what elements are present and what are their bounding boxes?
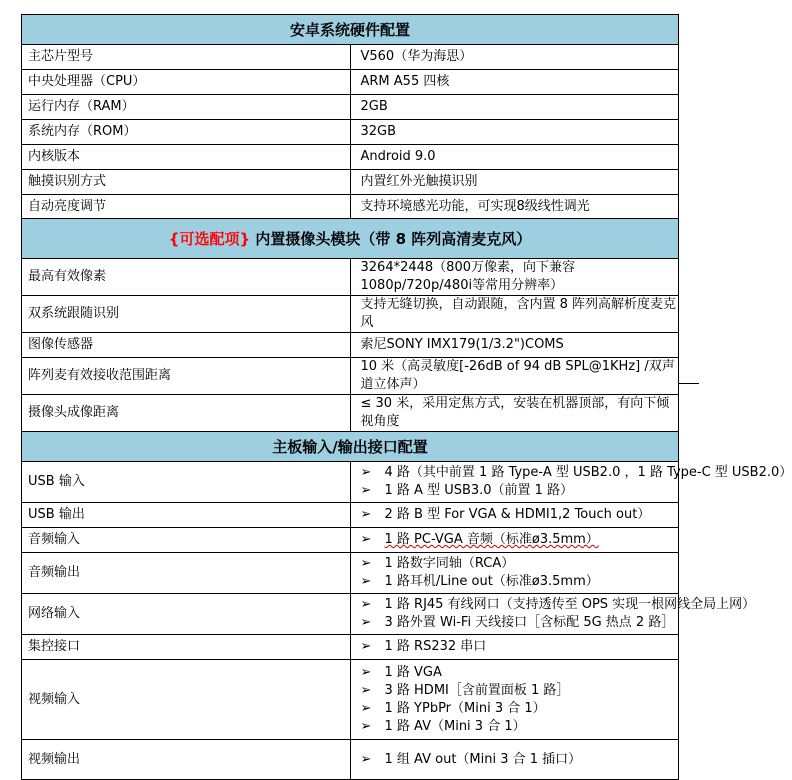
row-value: 10 米（高灵敏度[-26dB of 94 dB SPL@1KHz] /双声道立体声）: [350, 358, 679, 395]
arrow-bullet-icon: ➢: [360, 556, 372, 571]
table-row: [22, 145, 679, 170]
row-label: 音频输入: [22, 528, 351, 553]
row-value: V560（华为海思）: [350, 45, 679, 70]
row-label: 最高有效像素: [22, 259, 351, 296]
spec-table: [21, 14, 792, 780]
table-row: [22, 95, 679, 120]
arrow-bullet-icon: ➢: [360, 507, 372, 522]
row-label: 内核版本: [22, 145, 351, 170]
table-row: [22, 660, 679, 740]
table-row: [22, 70, 679, 95]
section-title: 主板输入/输出接口配置: [22, 432, 679, 462]
table-row: [22, 358, 679, 395]
row-value: ARM A55 四核: [350, 70, 679, 95]
table-row: [22, 553, 679, 594]
table-row: [22, 740, 679, 780]
list-item: ➢ 1 路 YPbPr（Mini 3 合 1）: [360, 700, 546, 716]
arrow-bullet-icon: ➢: [360, 597, 372, 612]
row-value: 支持无缝切换，自动跟随，含内置 8 阵列高解析度麦克风: [350, 296, 679, 333]
table-row: [22, 462, 679, 503]
arrow-bullet-icon: ➢: [360, 639, 372, 654]
section-title: 安卓系统硬件配置: [22, 15, 679, 45]
row-label: 视频输入: [22, 660, 351, 740]
section-title: 内置摄像头模块（带 8 阵列高清麦克风）: [250, 229, 532, 248]
list-item: ➢ 3 路外置 Wi-Fi 天线接口［含标配 5G 热点 2 路］: [360, 615, 675, 630]
list-item: ➢ 1 路耳机/Line out（标准ø3.5mm）: [360, 574, 599, 589]
list-item: ➢ 1 路 AV（Mini 3 合 1）: [360, 718, 526, 734]
table-row: [22, 333, 679, 358]
row-label: 图像传感器: [22, 333, 351, 358]
arrow-bullet-icon: ➢: [360, 465, 372, 480]
table-row: [22, 395, 679, 432]
row-label: 网络输入: [22, 594, 351, 635]
section-header-io: [22, 432, 679, 462]
row-value: 32GB: [350, 120, 679, 145]
list-item: ➢ 4 路（其中前置 1 路 Type-A 型 USB2.0 ，1 路 Type-C 型 USB2.0）: [360, 465, 792, 480]
row-label: 中央处理器（CPU）: [22, 70, 351, 95]
list-item: ➢ 1 路 A 型 USB3.0（前置 1 路）: [360, 483, 574, 498]
row-label: 摄像头成像距离: [22, 395, 351, 432]
list-item: ➢ 1 路 RS232 串口: [360, 639, 487, 654]
row-label: 运行内存（RAM）: [22, 95, 351, 120]
list-item: ➢ 1 路 VGA: [360, 664, 442, 680]
table-row: [22, 195, 679, 219]
arrow-bullet-icon: ➢: [360, 700, 372, 716]
row-label: USB 输入: [22, 462, 351, 503]
spec-table-wrapper: [21, 14, 792, 780]
row-value: 支持环境感光功能，可实现8级线性调光: [350, 195, 679, 219]
row-value: Android 9.0: [350, 145, 679, 170]
row-label: 主芯片型号: [22, 45, 351, 70]
table-row: [22, 45, 679, 70]
margin-line: [679, 383, 699, 384]
list-item: ➢ 1 路 PC-VGA 音频（标准ø3.5mm）: [360, 532, 599, 547]
arrow-bullet-icon: ➢: [360, 664, 372, 680]
optional-tag: {可选配项}: [168, 229, 251, 248]
table-row: [22, 259, 679, 296]
row-label: 双系统跟随识别: [22, 296, 351, 333]
table-row: [22, 503, 679, 528]
row-value: ≤ 30 米，采用定焦方式，安装在机器顶部，有向下倾视角度: [350, 395, 679, 432]
row-value: 内置红外光触摸识别: [350, 170, 679, 195]
arrow-bullet-icon: ➢: [360, 615, 372, 630]
row-label: 自动亮度调节: [22, 195, 351, 219]
row-label: 音频输出: [22, 553, 351, 594]
arrow-bullet-icon: ➢: [360, 574, 372, 589]
arrow-bullet-icon: ➢: [360, 483, 372, 498]
table-row: [22, 594, 679, 635]
section-header-camera: [22, 219, 679, 259]
arrow-bullet-icon: ➢: [360, 751, 372, 767]
table-row: [22, 296, 679, 333]
row-value: 3264*2448（800万像素，向下兼容1080p/720p/480i等常用分辨率）: [350, 259, 679, 296]
arrow-bullet-icon: ➢: [360, 718, 372, 734]
row-value: 2GB: [350, 95, 679, 120]
list-item: ➢ 2 路 B 型 For VGA & HDMI1,2 Touch out）: [360, 507, 651, 522]
section-header-hardware: [22, 15, 679, 45]
list-item: ➢ 1 组 AV out（Mini 3 合 1 插口）: [360, 751, 582, 767]
row-label: 系统内存（ROM）: [22, 120, 351, 145]
table-row: [22, 170, 679, 195]
arrow-bullet-icon: ➢: [360, 682, 372, 698]
row-value: 索尼SONY IMX179(1/3.2")COMS: [350, 333, 679, 358]
list-item: ➢ 3 路 HDMI［含前置面板 1 路］: [360, 682, 570, 698]
list-item: ➢ 1 路数字同轴（RCA）: [360, 556, 515, 571]
row-label: USB 输出: [22, 503, 351, 528]
row-label: 阵列麦有效接收范围距离: [22, 358, 351, 395]
row-label: 触摸识别方式: [22, 170, 351, 195]
list-item: ➢ 1 路 RJ45 有线网口（支持透传至 OPS 实现一根网线全局上网）: [360, 597, 756, 612]
table-row: [22, 635, 679, 660]
table-row: [22, 120, 679, 145]
row-label: 视频输出: [22, 740, 351, 780]
table-row: [22, 528, 679, 553]
arrow-bullet-icon: ➢: [360, 532, 372, 547]
row-label: 集控接口: [22, 635, 351, 660]
